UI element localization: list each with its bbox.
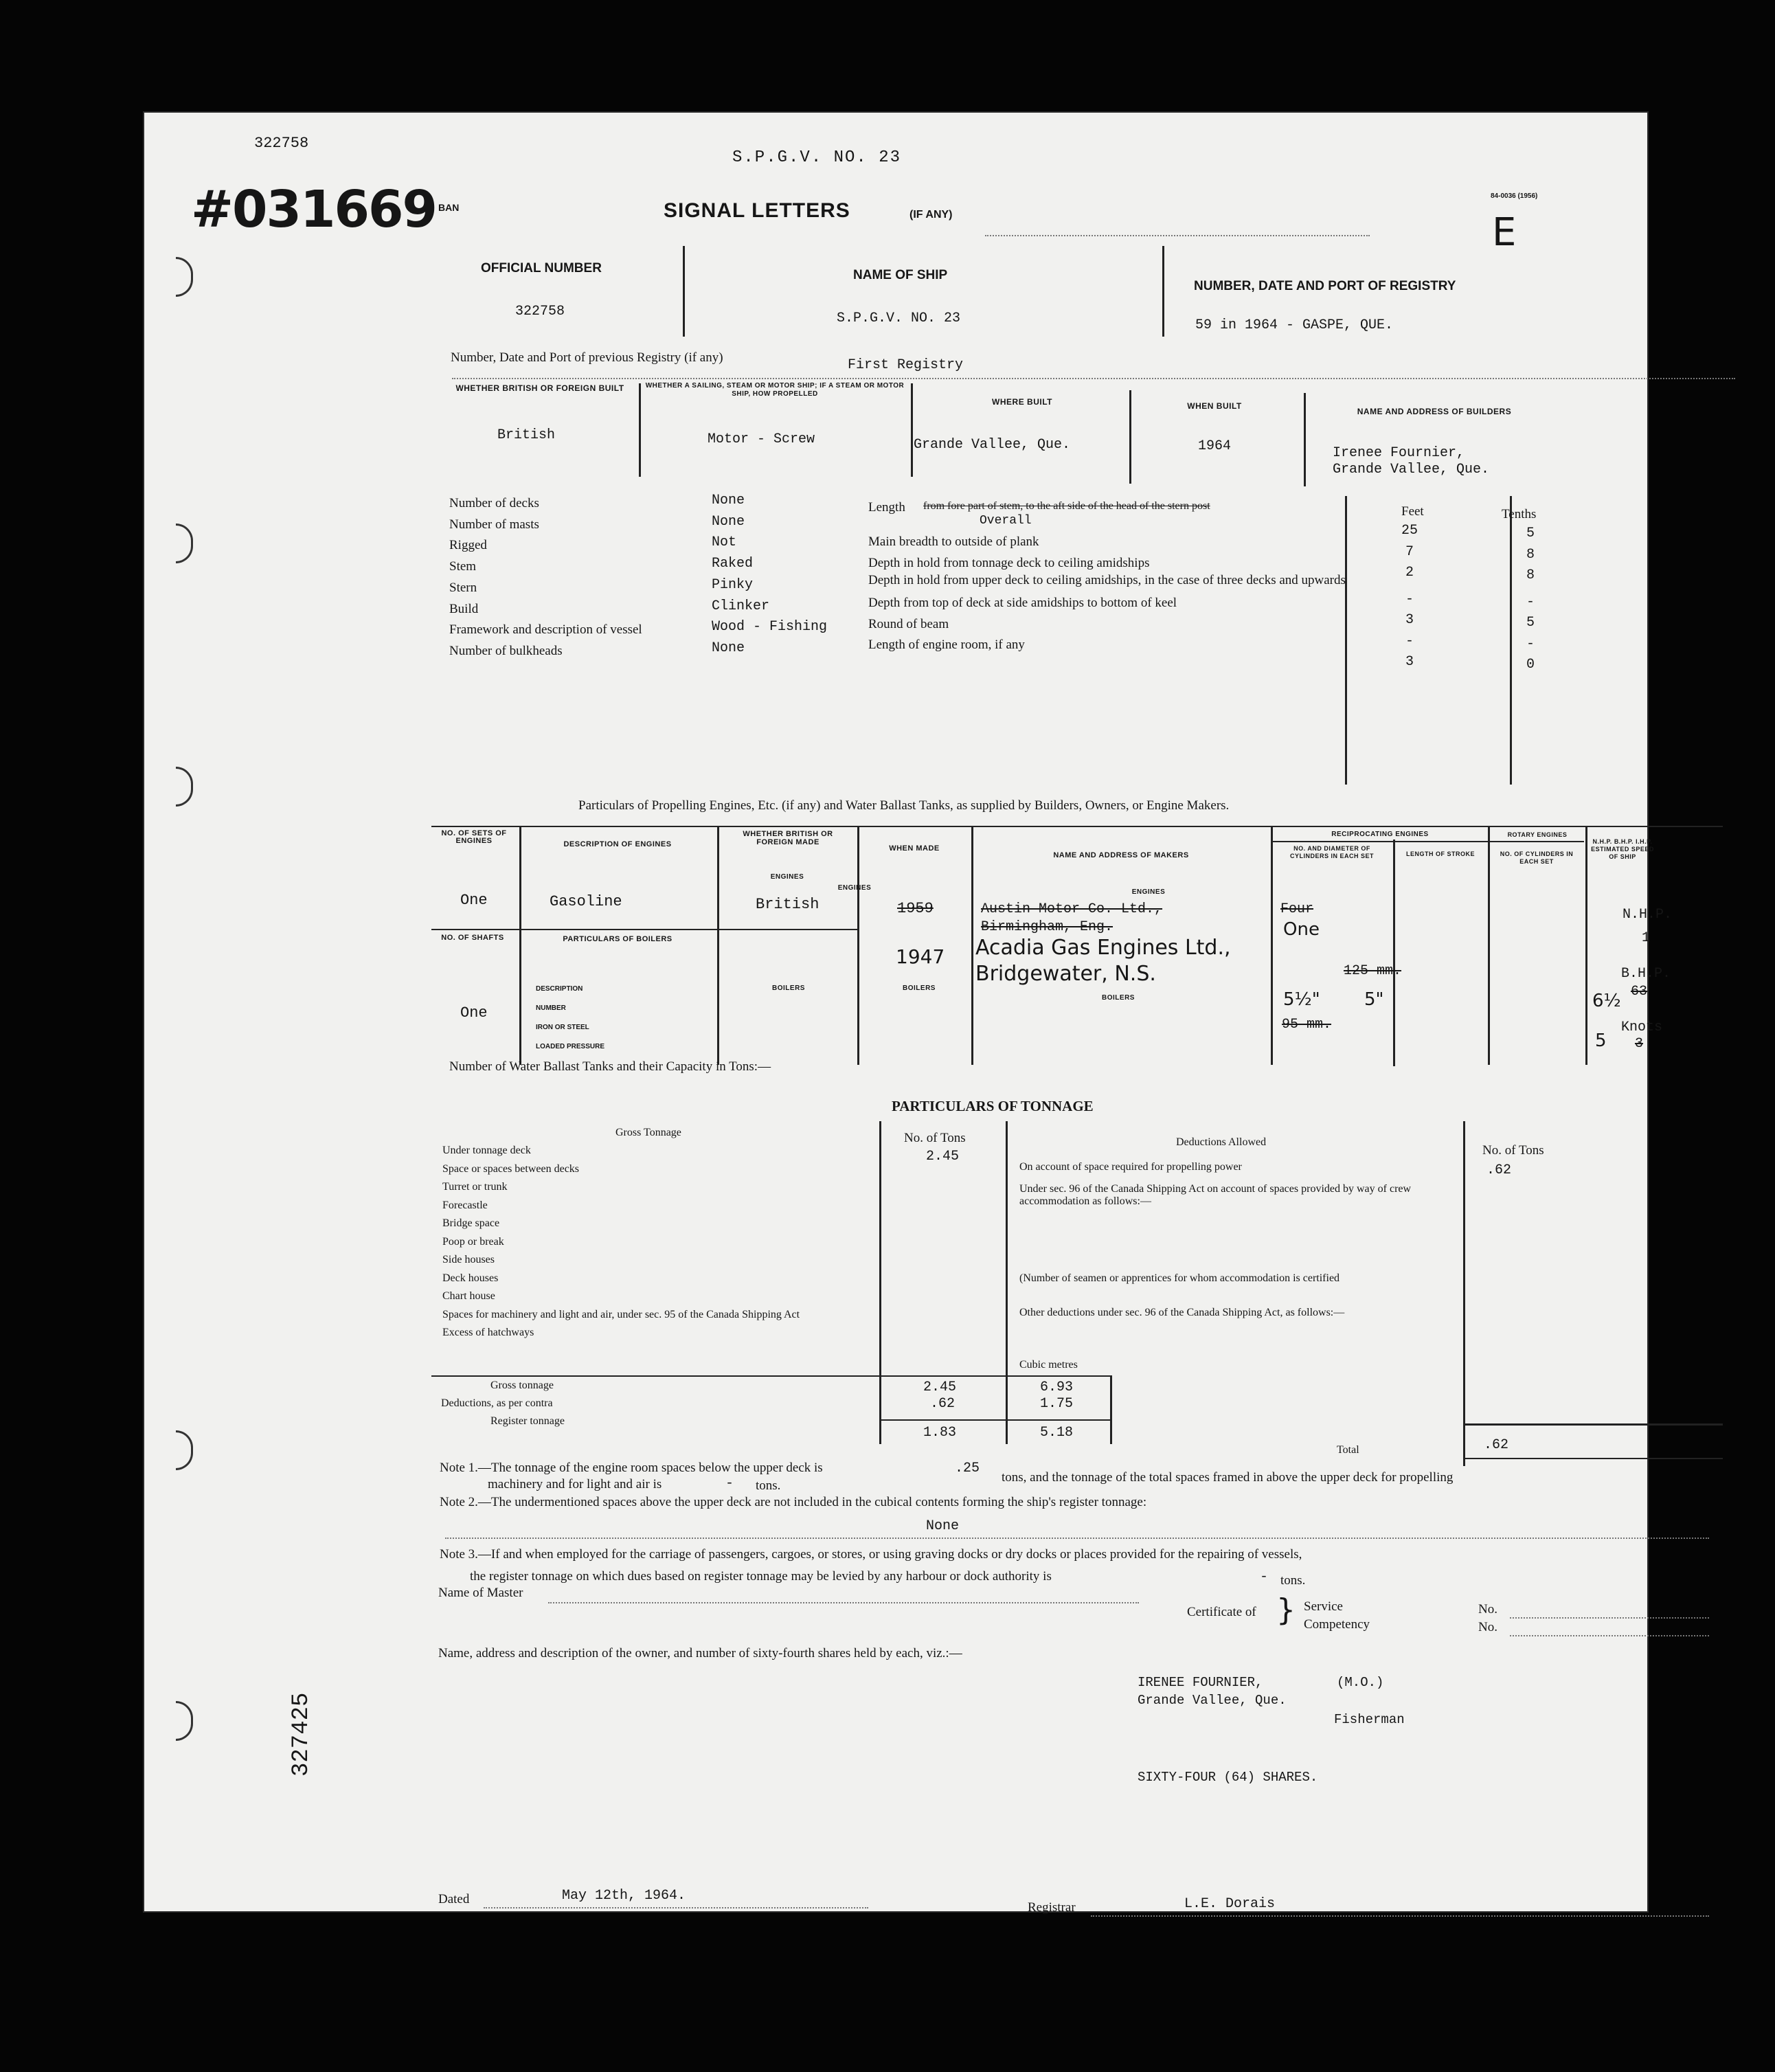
owner-address: Grande Vallee, Que.: [1138, 1693, 1287, 1708]
gross-item: Excess of hatchways: [442, 1326, 534, 1338]
engines-small-label: ENGINES: [837, 884, 872, 892]
tonnage-heading: PARTICULARS OF TONNAGE: [892, 1098, 1094, 1114]
cylinder-diameter: 5½": [1283, 989, 1320, 1010]
note2: Note 2.—The undermentioned spaces above the upper deck are not included in the cubical contents forming the ship's register tonnage:: [440, 1495, 1147, 1509]
dated-label: Dated: [438, 1892, 470, 1906]
engines-small-label: ENGINES: [1131, 888, 1166, 896]
dimension-label: Depth in hold from tonnage deck to ceiling amidships: [868, 555, 1150, 570]
no-tons-label: No. of Tons: [904, 1131, 966, 1145]
propulsion-label: WHETHER A SAILING, STEAM OR MOTOR SHIP; IF A STEAM OR MOTOR SHIP, HOW PROPELLED: [645, 382, 905, 398]
official-number: 322758: [515, 304, 565, 319]
dated-value: May 12th, 1964.: [562, 1888, 686, 1904]
owner-occupation: Fisherman: [1334, 1712, 1405, 1727]
owner-shares: SIXTY-FOUR (64) SHARES.: [1138, 1770, 1318, 1785]
register-document: [143, 111, 1673, 1915]
british-made-header: WHETHER BRITISH OR FOREIGN MADE: [743, 830, 833, 846]
dimension-label: Depth from top of deck at side amidships to bottom of keel: [868, 596, 1177, 610]
detail-value: None: [712, 640, 745, 656]
where-built-label: WHERE BUILT: [992, 397, 1052, 407]
tenths-value: 5: [1526, 526, 1535, 541]
file-number: 322758: [254, 135, 309, 152]
register-cubic: 5.18: [1040, 1425, 1074, 1441]
tenths-value: 8: [1526, 546, 1535, 563]
note1-value: .25: [955, 1461, 980, 1476]
builders-label: NAME AND ADDRESS OF BUILDERS: [1357, 407, 1512, 416]
dimension-labels: [868, 532, 1349, 656]
detail-label: Number of bulkheads: [449, 643, 563, 658]
nhp-value: 1: [1642, 930, 1651, 946]
detail-label: Rigged: [449, 538, 487, 553]
deduction-other: Other deductions under sec. 96 of the Canada Shipping Act, as follows:—: [1019, 1307, 1345, 1318]
deduction-seamen: (Number of seamen or apprentices for whom accommodation is certified: [1019, 1272, 1340, 1284]
detail-value: Not: [712, 534, 737, 551]
register-tons: 1.83: [923, 1425, 957, 1441]
makers-line-2: Bridgewater, N.S.: [975, 962, 1156, 986]
total-label: Total: [1337, 1444, 1359, 1456]
knots-struck: 3: [1635, 1036, 1644, 1052]
detail-value: Pinky: [712, 576, 754, 593]
tenths-value: 5: [1526, 615, 1535, 631]
engines-small-label: ENGINES: [770, 873, 804, 881]
boiler-row-label: DESCRIPTION: [536, 985, 583, 993]
handwritten-number: #031669: [191, 180, 436, 239]
owner-name: IRENEE FOURNIER,: [1138, 1675, 1263, 1690]
description-header: DESCRIPTION OF ENGINES: [563, 840, 672, 848]
master-label: Name of Master: [438, 1586, 523, 1600]
total-value: .62: [1484, 1437, 1509, 1453]
competency-no-label: No.: [1478, 1620, 1497, 1634]
no-tons-label: No. of Tons: [1482, 1143, 1544, 1158]
cylinders-struck: Four: [1280, 901, 1314, 917]
when-made-struck: 1959: [897, 900, 934, 917]
detail-label: Framework and description of vessel: [449, 622, 642, 638]
register-tonnage-label: Register tonnage: [490, 1415, 565, 1427]
note1-d: tons.: [756, 1478, 781, 1493]
gross-item: Deck houses: [442, 1272, 499, 1284]
gross-item: Under tonnage deck: [442, 1145, 531, 1156]
feet-values: [1396, 521, 1423, 673]
tenths-value: 0: [1526, 657, 1535, 673]
bhp-struck: 63: [1631, 984, 1648, 1000]
details-values: [712, 491, 827, 660]
tenths-values: [1517, 523, 1544, 676]
reciprocating-header: RECIPROCATING ENGINES: [1331, 831, 1429, 838]
feet-value: 2: [1405, 565, 1414, 581]
tenths-value: -: [1526, 635, 1535, 652]
builders-address: Grande Vallee, Que.: [1333, 462, 1490, 477]
length-note: Overall: [980, 514, 1032, 528]
cubic-label: Cubic metres: [1019, 1359, 1078, 1371]
certificate-brace: }: [1276, 1592, 1296, 1628]
length-struck: from fore part of stem, to the aft side of the head of the stern post: [923, 500, 1210, 512]
bhp-label: B.H.P.: [1621, 966, 1671, 982]
punch-hole-mark: [176, 1430, 193, 1470]
length-label: Length: [868, 500, 905, 515]
gross-item: Turret or trunk: [442, 1181, 508, 1193]
owner-label: Name, address and description of the owner, and number of sixty-fourth shares held by each, viz.:—: [438, 1646, 962, 1660]
tenths-value: 8: [1526, 567, 1535, 583]
stroke-header: LENGTH OF STROKE: [1406, 851, 1475, 857]
where-built: Grande Vallee, Que.: [914, 437, 1071, 453]
gross-items: [442, 1142, 882, 1342]
registrar-name: L.E. Dorais: [1184, 1896, 1276, 1912]
punch-hole-mark: [176, 257, 193, 297]
cylinders-header: NO. AND DIAMETER OF CYLINDERS IN EACH SET: [1289, 845, 1374, 859]
makers-line-1: Acadia Gas Engines Ltd.,: [975, 936, 1231, 960]
feet-value: 7: [1405, 543, 1414, 560]
boilers-label: PARTICULARS OF BOILERS: [563, 935, 672, 943]
punch-hole-mark: [176, 767, 193, 807]
note3-a: Note 3.—If and when employed for the carriage of passengers, cargoes, or stores, or using graving docks or dry docks or places provided for the repairing of vessels,: [440, 1547, 1302, 1562]
diameter-struck: 95 mm.: [1282, 1017, 1332, 1033]
details-labels: [449, 493, 642, 662]
engines-heading: Particulars of Propelling Engines, Etc. (if any) and Water Ballast Tanks, as supplied by Builders, Owners, or Engine Makers.: [578, 798, 1230, 813]
engine-british: British: [756, 896, 819, 913]
when-made: 1947: [896, 945, 945, 968]
previous-registry-label: Number, Date and Port of previous Registry (if any): [451, 350, 723, 365]
detail-value: Wood - Fishing: [712, 619, 828, 635]
note3-value: -: [1260, 1569, 1269, 1585]
boiler-rows: [536, 980, 604, 1057]
competency-label: Competency: [1304, 1617, 1370, 1632]
note1-c: machinery and for light and air is: [488, 1477, 662, 1491]
builders-name: Irenee Fournier,: [1333, 445, 1465, 461]
engine-sets: One: [460, 892, 488, 909]
registry-value: 59 in 1964 - GASPE, QUE.: [1195, 317, 1394, 333]
knots-value: 5: [1595, 1031, 1607, 1051]
detail-label: Number of masts: [449, 517, 539, 532]
stroke: 5": [1364, 989, 1384, 1010]
gross-item: Side houses: [442, 1254, 495, 1265]
signal-letters-label: SIGNAL LETTERS: [664, 199, 850, 222]
knots-label: Knots: [1621, 1020, 1663, 1035]
dimension-label: Depth in hold from upper deck to ceiling amidships, in the case of three decks and upwards: [868, 573, 1346, 587]
punch-hole-mark: [176, 523, 193, 563]
previous-registry: First Registry: [848, 357, 964, 373]
gross-cubic: 6.93: [1040, 1380, 1074, 1395]
sets-header: NO. OF SETS OF ENGINES: [441, 829, 507, 845]
tenths-value: -: [1526, 594, 1535, 610]
boilers-small-label: BOILERS: [1102, 994, 1135, 1002]
detail-label: Stern: [449, 580, 477, 595]
ban-fragment: BAN: [438, 202, 460, 213]
makers-struck-1: Austin Motor Co. Ltd.,: [981, 901, 1163, 917]
gross-heading: Gross Tonnage: [615, 1127, 681, 1138]
rotary-header: ROTARY ENGINES: [1507, 831, 1568, 838]
british-built-label: WHETHER BRITISH OR FOREIGN BUILT: [455, 383, 624, 393]
deduct-tons: .62: [930, 1396, 956, 1412]
rotary-cylinders-header: NO. OF CYLINDERS IN EACH SET: [1500, 851, 1574, 865]
detail-label: Number of decks: [449, 496, 539, 510]
stroke-struck: 125 mm.: [1344, 963, 1402, 979]
note3-c: tons.: [1280, 1573, 1306, 1588]
nhp-label: N.H.P.: [1623, 907, 1673, 923]
makers-header: NAME AND ADDRESS OF MAKERS: [1053, 851, 1189, 859]
deduction-propelling: On account of space required for propelling power: [1019, 1161, 1242, 1173]
when-made-header: WHEN MADE: [889, 844, 940, 853]
detail-label: Stem: [449, 559, 477, 574]
makers-struck-2: Birmingham, Eng.: [981, 919, 1113, 935]
gross-item: Chart house: [442, 1290, 495, 1302]
deduction-crew: Under sec. 96 of the Canada Shipping Act on account of spaces provided by way of crew accommodation as follows:—: [1019, 1183, 1412, 1207]
power-header: N.H.P. B.H.P. I.H.P. ESTIMATED SPEED OF SHIP: [1591, 838, 1654, 860]
detail-value: None: [712, 493, 745, 508]
cylinders: One: [1283, 919, 1320, 940]
shafts-label: NO. OF SHAFTS: [441, 934, 504, 942]
corner-mark: E: [1492, 210, 1517, 255]
dimension-label: Main breadth to outside of plank: [868, 534, 1039, 549]
detail-value: None: [712, 513, 745, 530]
deduct-cubic: 1.75: [1040, 1396, 1074, 1412]
tenths-label: Tenths: [1502, 507, 1537, 521]
propulsion: Motor - Screw: [708, 431, 815, 447]
note1-value2: -: [725, 1476, 734, 1491]
deduction-propelling-tons: .62: [1486, 1162, 1512, 1178]
deductions-heading: Deductions Allowed: [1176, 1136, 1267, 1148]
gross-item: Space or spaces between decks: [442, 1162, 580, 1175]
if-any-label: (IF ANY): [909, 209, 953, 221]
gross-item: Bridge space: [442, 1217, 500, 1229]
feet-value: 3: [1405, 654, 1414, 670]
boiler-row-label: NUMBER: [536, 1004, 566, 1012]
note1-a: Note 1.—The tonnage of the engine room spaces below the upper deck is: [440, 1461, 823, 1475]
bhp-value: 6½: [1592, 991, 1621, 1011]
gross-item: Spaces for machinery and light and air, under sec. 95 of the Canada Shipping Act: [442, 1308, 800, 1320]
feet-value: 25: [1401, 523, 1418, 539]
boilers-small-label: BOILERS: [903, 984, 936, 992]
shafts: One: [460, 1004, 488, 1022]
gross-tonnage-label: Gross tonnage: [490, 1380, 554, 1391]
gross-item: Poop or break: [442, 1235, 504, 1248]
gross-tons: 2.45: [923, 1380, 957, 1395]
when-built-label: WHEN BUILT: [1187, 401, 1242, 411]
punch-hole-mark: [176, 1701, 193, 1741]
when-built: 1964: [1198, 438, 1232, 454]
deductions-contra-label: Deductions, as per contra: [441, 1397, 553, 1409]
feet-label: Feet: [1401, 504, 1424, 519]
note3-b: the register tonnage on which dues based on register tonnage may be levied by any harbour or dock authority is: [470, 1569, 1052, 1584]
boiler-row-label: IRON OR STEEL: [536, 1024, 589, 1031]
boiler-row-label: LOADED PRESSURE: [536, 1043, 605, 1050]
dimension-label: Round of beam: [868, 616, 949, 631]
service-label: Service: [1304, 1599, 1343, 1614]
feet-value: -: [1405, 591, 1414, 607]
detail-value: Clinker: [712, 598, 770, 614]
registrar-label: Registrar: [1028, 1900, 1076, 1915]
certificate-label: Certificate of: [1187, 1605, 1256, 1619]
engine-description: Gasoline: [550, 893, 622, 910]
gross-item: Forecastle: [442, 1199, 488, 1211]
name-of-ship: S.P.G.V. NO. 23: [837, 311, 961, 326]
official-number-label: OFFICIAL NUMBER: [481, 261, 602, 275]
under-deck-tons: 2.45: [926, 1149, 960, 1164]
boilers-small-label: BOILERS: [772, 984, 805, 992]
owner-mo: (M.O.): [1337, 1675, 1384, 1690]
dimension-label: Length of engine room, if any: [868, 638, 1025, 652]
side-number: 327425: [289, 1692, 315, 1777]
feet-value: -: [1405, 633, 1414, 649]
detail-label: Build: [449, 601, 479, 616]
vessel-heading: S.P.G.V. NO. 23: [732, 148, 902, 167]
service-no-label: No.: [1478, 1602, 1497, 1617]
feet-value: 3: [1405, 612, 1414, 628]
detail-value: Raked: [712, 556, 754, 572]
british-built: British: [497, 427, 556, 443]
form-code: 84-0036 (1956): [1491, 192, 1538, 200]
note2-value: None: [926, 1518, 960, 1534]
name-of-ship-label: NAME OF SHIP: [853, 268, 948, 282]
note1-b: tons, and the tonnage of the total spaces framed in above the upper deck for propelling: [1002, 1470, 1454, 1485]
registry-label: NUMBER, DATE AND PORT OF REGISTRY: [1194, 279, 1456, 293]
ballast-label: Number of Water Ballast Tanks and their Capacity in Tons:—: [449, 1059, 771, 1074]
